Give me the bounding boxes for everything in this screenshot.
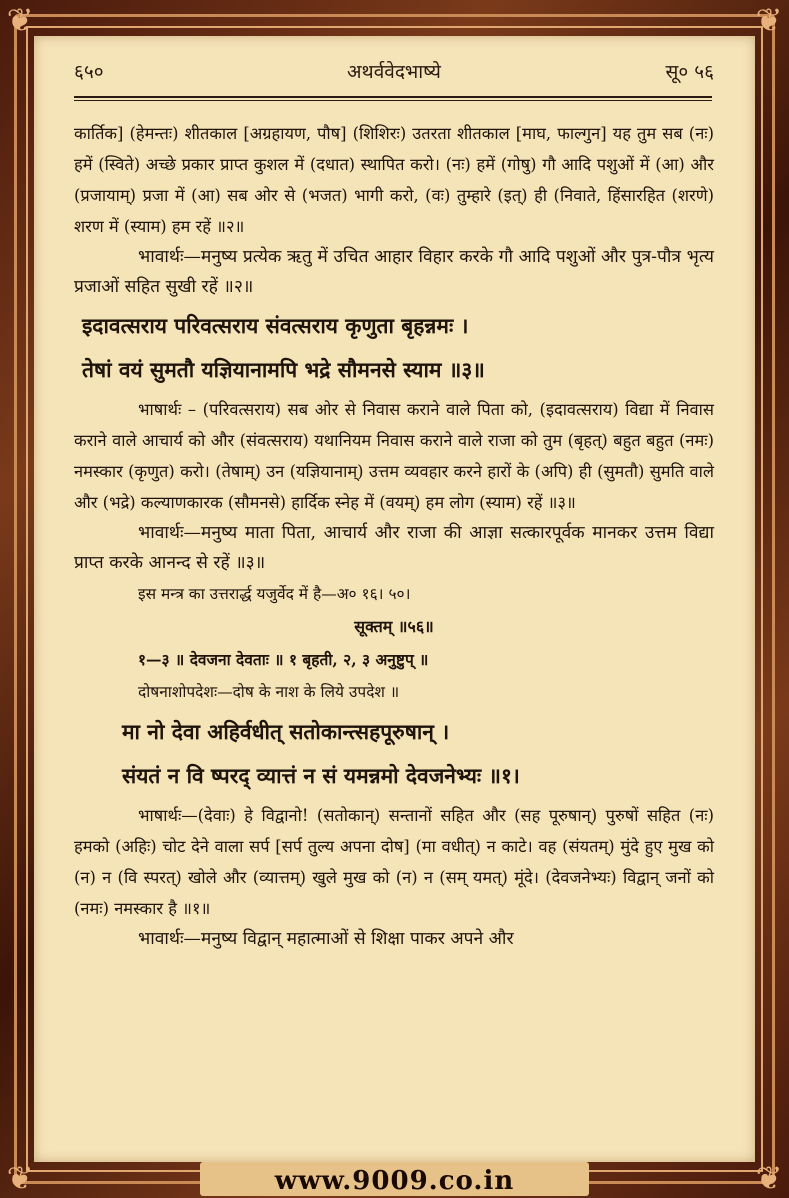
mantra-1-line-2: संयतं न वि ष्परद् व्यात्तं न सं यमन्नमो देवजनेभ्यः ॥१।	[122, 763, 520, 788]
upadesh-line: दोषनाशोपदेशः—दोष के नाश के लिये उपदेश ॥	[138, 683, 400, 701]
paragraph-translation-2: कार्तिक] (हेमन्तः) शीतकाल [अग्रहायण, पौष] (शिशिरः) उतरता शीतकाल [माघ, फाल्गुन] यह तुम सब (नः) हमें (स्विते) अच्छे प्रकार प्राप्त कुशल में (दधात) स्थापित करो। (नः) हमें (गोषु) गौ आदि पशुओं में (आ) और (प्रजायाम्) प्रजा में (आ) सब ओर से (भजत) भागी करो, (वः) तुम्हारे (इत्) ही (निवाते, हिंसारहित (शरणे) शरण में (स्याम) हम रहें ॥२॥	[74, 124, 714, 236]
page-body	[74, 118, 714, 954]
mantra-3-line-2: तेषां वयं सुमतौ यज्ञियानामपि भद्रे सौमनसे स्याम ॥३॥	[82, 357, 485, 382]
paragraph-bhavartha-2: भावार्थः—मनुष्य प्रत्येक ऋतु में उचित आहार विहार करके गौ आदि पशुओं और पुत्र-पौत्र भृत्य प्रजाओं सहित सुखी रहें ॥२॥	[74, 247, 714, 297]
sukta-reference: सू० ५६	[665, 61, 714, 83]
mantra-3-line-1: इदावत्सराय परिवत्सराय संवत्सराय कृणुता बृहन्नमः ।	[82, 313, 469, 338]
book-title: अथर्ववेदभाष्ये	[347, 61, 441, 83]
page-number: ६५०	[74, 61, 104, 83]
mantra-1-line-1: मा नो देवा अहिर्वधीत् सतोकान्त्सहपूरुषान् ।	[122, 719, 450, 744]
paragraph-bhavartha-3: भावार्थः—मनुष्य माता पिता, आचार्य और राजा की आज्ञा सत्कारपूर्वक मानकर उत्तम विद्या प्राप्त करके आनन्द से रहें ॥३॥	[74, 523, 714, 573]
devata-line: १—३ ॥ देवजना देवताः ॥ १ बृहती, २, ३ अनुष्टुप् ॥	[138, 650, 429, 669]
paragraph-bhavartha-1: भावार्थः—मनुष्य विद्वान् महात्माओं से शिक्षा पाकर अपने और	[138, 929, 514, 949]
page-header	[74, 58, 714, 88]
header-rule-thin	[74, 100, 712, 101]
corner-ornament-icon: ❦	[755, 1, 783, 39]
corner-ornament-icon: ❦	[6, 1, 34, 39]
corner-ornament-icon: ❦	[6, 1159, 34, 1197]
note-yajurveda: इस मन्त्र का उत्तरार्द्ध यजुर्वेद में है—अ० १६। ५०।	[138, 585, 411, 603]
scanned-page	[34, 36, 755, 1162]
paragraph-translation-3: भाषार्थः – (परिवत्सराय) सब ओर से निवास कराने वाले पिता को, (इदावत्सराय) विद्या में निवास कराने वाले आचार्य को और (संवत्सराय) यथानियम निवास कराने वाले राजा को तुम (बृहत्) बहुत बहुत (नमः) नमस्कार (कृणुत) करो। (तेषाम्) उन (यज्ञियानाम्) उत्तम व्यवहार करने हारों के (अपि) ही (सुमतौ) सुमति वाले और (भद्रे) कल्याणकारक (सौमनसे) हार्दिक स्नेह में (वयम्) हम लोग (स्याम) रहें ॥३॥	[74, 400, 714, 512]
paragraph-translation-1: भाषार्थः—(देवाः) हे विद्वानो! (सतोकान्) सन्तानों सहित और (सह पूरुषान्) पुरुषों सहित (नः) हमको (अहिः) चोट देने वाला सर्प [सर्प तुल्य अपना दोष] (मा वधीत्) न काटे। वह (संयतम्) मुंदे हुए मुख को (न) न (वि स्परत्) खोले और (व्यात्तम्) खुले मुख को (न) न (सम् यमत्) मूंदे। (देवजनेभ्यः) विद्वान् जनों को (नमः) नमस्कार है ॥१॥	[74, 806, 714, 918]
footer-url: www.9009.co.in	[274, 1166, 515, 1196]
sukta-title: सूक्तम् ॥५६॥	[354, 617, 434, 636]
corner-ornament-icon: ❦	[755, 1159, 783, 1197]
header-rule	[74, 96, 712, 98]
